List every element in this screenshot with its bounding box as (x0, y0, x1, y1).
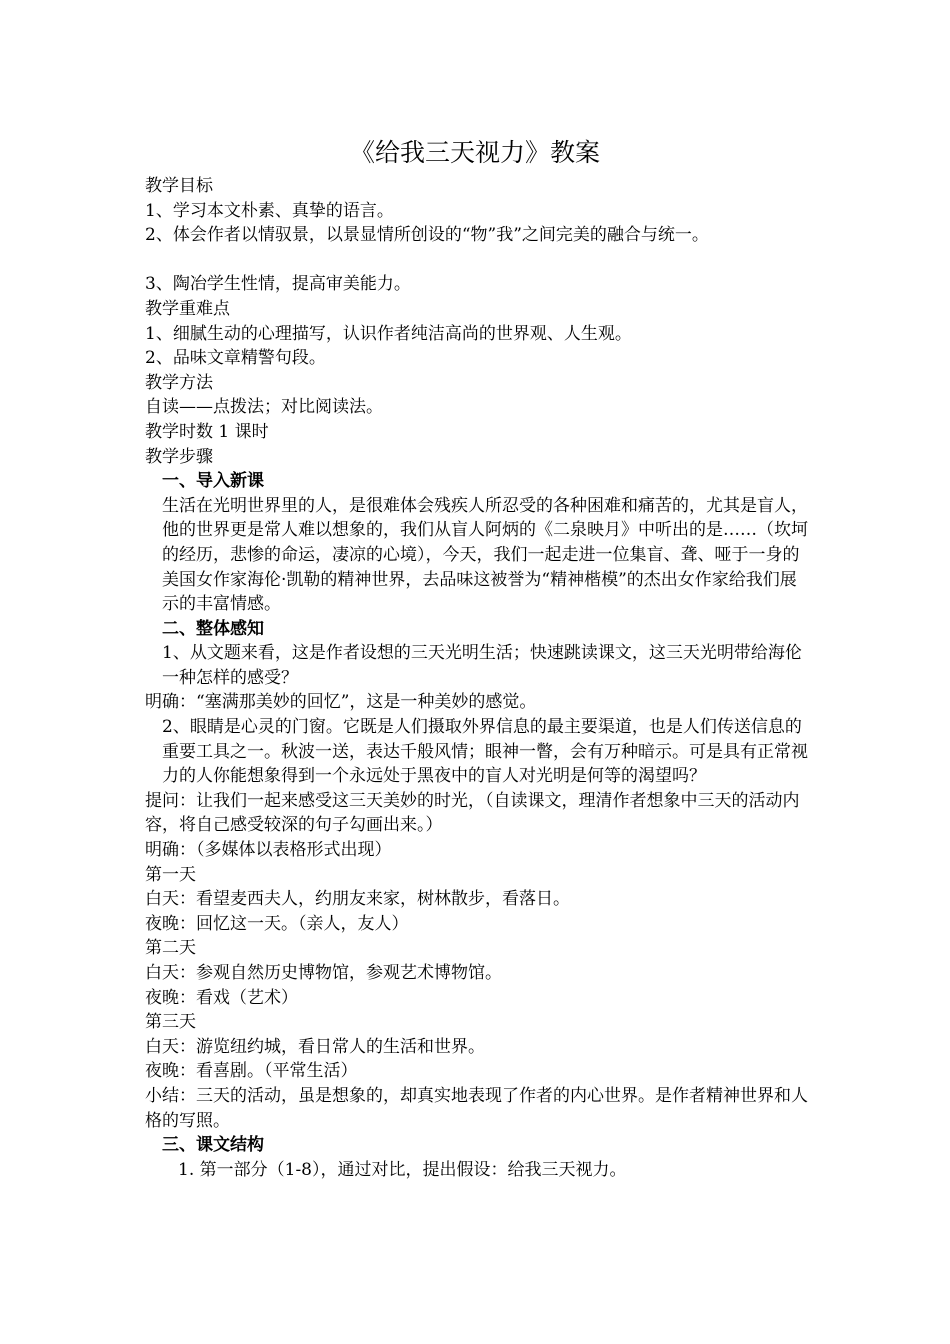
text-line: 教学重难点 (145, 298, 230, 319)
text-line: 第一天 (145, 864, 196, 885)
text-line: 自读——点拨法；对比阅读法。 (145, 397, 383, 418)
document-body (145, 174, 813, 1182)
text-line: 1、细腻生动的心理描写，认识作者纯洁高尚的世界观、人生观。 (145, 323, 632, 344)
text-line: 教学目标 (145, 176, 213, 196)
text-line: 第二天 (145, 938, 196, 959)
document-title: 《给我三天视力》教案 (349, 138, 600, 167)
text-line: 明确：（多媒体以表格形式出现） (145, 840, 392, 861)
paragraph: 1、从文题来看，这是作者设想的三天光明生活；快速跳读课文，这三天光明带给海伦一种怎样的感受？ (162, 643, 802, 688)
text-line: 夜晚：看喜剧。（平常生活） (145, 1061, 358, 1082)
text-line: 第三天 (145, 1012, 196, 1033)
text-line: 夜晚：回忆这一天。（亲人，友人） (145, 913, 409, 934)
text-line: 明确：“塞满那美妙的回忆”，这是一种美妙的感觉。 (145, 692, 537, 713)
text-line: 夜晚：看戏（艺术） (145, 987, 298, 1008)
text-line: 1、学习本文朴素、真挚的语言。 (145, 200, 394, 221)
text-line: 提问：让我们一起来感受这三天美妙的时光，（自读课文，理清作者想象中三天的活动内容，将自己感受较深的句子勾画出来。） (145, 790, 800, 836)
text-line: 教学方法 (145, 372, 213, 393)
section-heading: 二、整体感知 (162, 618, 264, 639)
text-line: 1. 第一部分（1-8），通过对比，提出假设：给我三天视力。 (178, 1159, 627, 1180)
paragraph: 2、眼睛是心灵的门窗。它既是人们摄取外界信息的最主要渠道，也是人们传送信息的重要工具之一。秋波一送，表达千般风情；眼神一瞥，会有万种暗示。可是具有正常视力的人你能想象得到一个永远处于黑夜中的盲人对光明是何等的渴望吗？ (162, 717, 808, 787)
paragraph: 生活在光明世界里的人，是很难体会残疾人所忍受的各种困难和痛苦的，尤其是盲人，他的世界更是常人难以想象的，我们从盲人阿炳的《二泉映月》中听出的是……（坎坷的经历，悲惨的命运，凄凉的心境），今天，我们一起走进一位集盲、聋、哑于一身的美国女作家海伦·凯勒的精神世界，去品味这被誉为“精神楷模”的杰出女作家给我们展示的丰富情感。 (162, 495, 808, 615)
text-line: 白天：看望麦西夫人，约朋友来家，树林散步，看落日。 (145, 889, 570, 910)
text-line: 教学时数 1 课时 (145, 421, 269, 442)
section-heading: 三、课文结构 (162, 1135, 264, 1156)
text-line: 白天：参观自然历史博物馆，参观艺术博物馆。 (145, 963, 502, 983)
blank-line (145, 248, 813, 273)
text-line: 2、品味文章精警句段。 (145, 348, 326, 369)
text-line: 小结：三天的活动，虽是想象的，却真实地表现了作者的内心世界。是作者精神世界和人格的写照。 (145, 1085, 808, 1131)
text-line: 白天：游览纽约城，看日常人的生活和世界。 (145, 1036, 485, 1057)
section-heading: 一、导入新课 (162, 471, 264, 492)
text-line: 教学步骤 (145, 446, 213, 467)
text-line: 2、体会作者以情驭景，以景显情所创设的“物”我”之间完美的融合与统一。 (145, 225, 709, 246)
text-line: 3、陶冶学生性情，提高审美能力。 (145, 274, 411, 295)
